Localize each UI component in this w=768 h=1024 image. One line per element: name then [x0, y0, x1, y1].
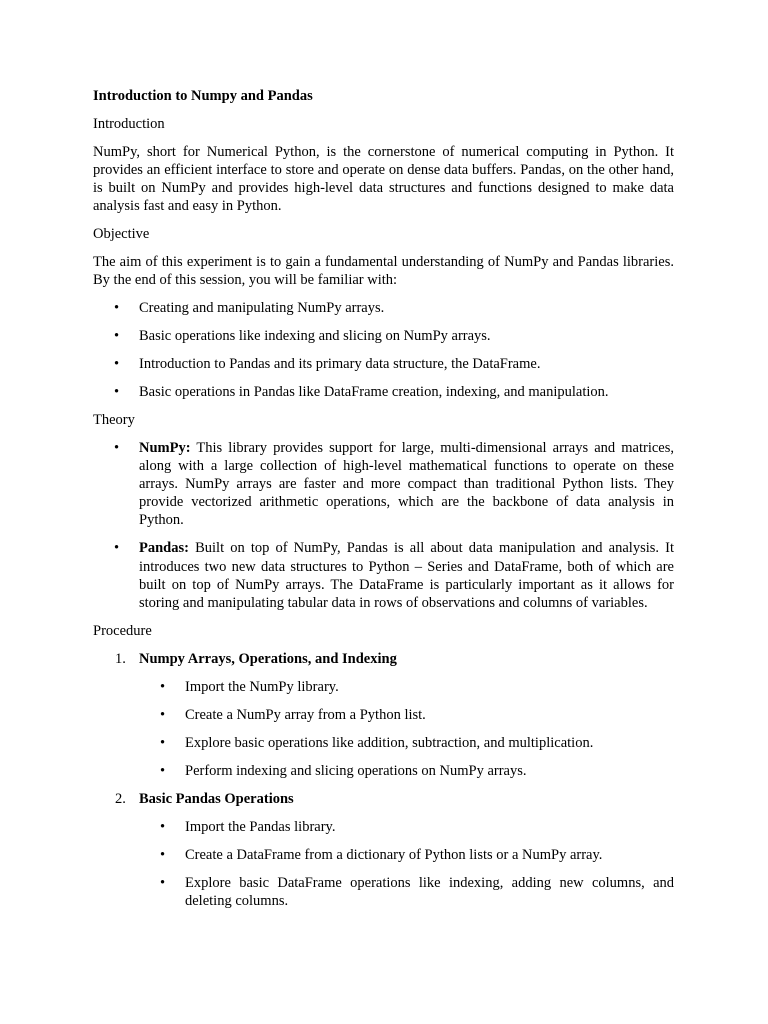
theory-heading: Theory	[93, 411, 135, 428]
introduction-heading: Introduction	[93, 115, 165, 132]
objective-list	[93, 299, 674, 401]
list-item: • Introduction to Pandas and its primary data structure, the DataFrame.	[93, 355, 674, 373]
list-item: • Import the NumPy library.	[93, 678, 674, 696]
document-title: Introduction to Numpy and Pandas	[93, 88, 313, 104]
theory-description: This library provides support for large, multi-dimensional arrays and matrices, along with a large collection of high-level mathematical functions to operate on these arrays. NumPy arrays are faster and more compact than traditional Python lists. They provide vectorized arithmetic operations, which are the backbone of data analysis in Python.	[139, 439, 674, 529]
list-item: • Creating and manipulating NumPy arrays.	[93, 299, 674, 317]
procedure-step	[93, 790, 674, 910]
introduction-paragraph: NumPy, short for Numerical Python, is the cornerstone of numerical computing in Python. It provides an efficient interface to store and operate on dense data buffers. Pandas, on the other hand, is built on NumPy and provides high-level data structures and functions designed to make data analysis fast and easy in Python.	[93, 143, 674, 215]
theory-description: Built on top of NumPy, Pandas is all about data manipulation and analysis. It introduces two new data structures to Python – Series and DataFrame, both of which are built on top of NumPy arrays. The DataFrame is particularly important as it allows for storing and manipulating tabular data in rows of observations and columns of variables.	[139, 540, 674, 612]
list-item: • Create a NumPy array from a Python list.	[93, 706, 674, 724]
document-page	[93, 87, 674, 920]
list-item: • Basic operations like indexing and slicing on NumPy arrays.	[93, 327, 674, 345]
theory-term: NumPy:	[139, 439, 191, 456]
step-items	[93, 678, 674, 780]
procedure-list	[93, 650, 674, 910]
theory-list	[93, 439, 674, 613]
list-item: • Explore basic operations like addition, subtraction, and multiplication.	[93, 734, 674, 752]
objective-heading: Objective	[93, 226, 150, 242]
step-title: Numpy Arrays, Operations, and Indexing	[139, 650, 397, 667]
objective-paragraph: The aim of this experiment is to gain a fundamental understanding of NumPy and Pandas libraries. By the end of this session, you will be familiar with:	[93, 253, 674, 288]
step-number: 2.	[115, 790, 126, 807]
list-item: • Create a DataFrame from a dictionary of Python lists or a NumPy array.	[93, 846, 674, 864]
list-item: • Perform indexing and slicing operations on NumPy arrays.	[93, 762, 674, 780]
list-item: • Explore basic DataFrame operations like indexing, adding new columns, and deleting columns.	[93, 874, 674, 910]
procedure-step	[93, 650, 674, 780]
procedure-heading: Procedure	[93, 623, 152, 640]
step-number: 1.	[115, 650, 126, 667]
list-item: • Import the Pandas library.	[93, 818, 674, 836]
list-item	[93, 439, 674, 530]
step-title: Basic Pandas Operations	[139, 790, 294, 807]
theory-term: Pandas:	[139, 540, 189, 557]
list-item	[93, 539, 674, 612]
step-items	[93, 818, 674, 910]
list-item: • Basic operations in Pandas like DataFrame creation, indexing, and manipulation.	[93, 383, 674, 401]
